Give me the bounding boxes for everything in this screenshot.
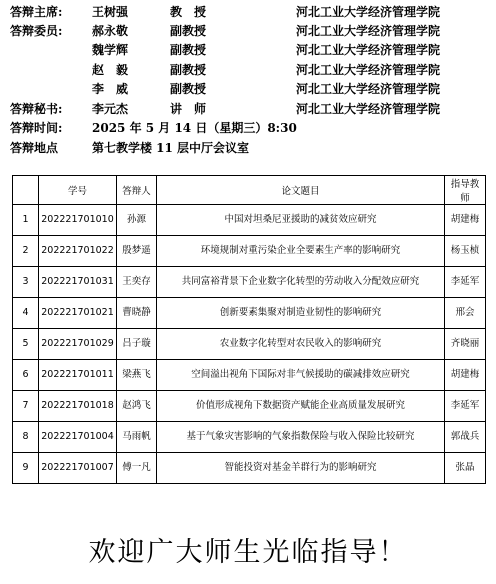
secretary-label: 答辩秘书:: [10, 102, 63, 116]
person-title: 副教授: [170, 63, 207, 77]
defender-name: 殷梦遥: [117, 236, 157, 267]
advisor-name: 齐晓丽: [445, 329, 486, 360]
defender-name: 赵鸿飞: [117, 391, 157, 422]
row-index: 5: [13, 329, 39, 360]
table-row: [13, 391, 486, 422]
advisor-name: 李延军: [445, 391, 486, 422]
row-index: 6: [13, 360, 39, 391]
table-row: [13, 360, 486, 391]
column-header-thesis-title: 论文题目: [157, 176, 445, 205]
time-label: 答辩时间:: [10, 121, 63, 135]
defender-name: 王奕存: [117, 267, 157, 298]
student-id: 202221701021: [39, 298, 117, 329]
row-index: 7: [13, 391, 39, 422]
table-row: [13, 329, 486, 360]
advisor-name: 杨玉桢: [445, 236, 486, 267]
person-name: 魏学辉: [92, 43, 129, 57]
column-header-student-id: 学号: [39, 176, 117, 205]
row-index: 4: [13, 298, 39, 329]
row-index: 1: [13, 205, 39, 236]
time-value: 2025 年 5 月 14 日（星期三）8:30: [92, 121, 297, 135]
person-org: 河北工业大学经济管理学院: [296, 102, 441, 116]
defender-name: 曹晓静: [117, 298, 157, 329]
person-org: 河北工业大学经济管理学院: [296, 24, 441, 38]
members-label: 答辩委员:: [10, 24, 63, 38]
table-row: [13, 298, 486, 329]
table-row: [13, 422, 486, 453]
student-id: 202221701007: [39, 453, 117, 484]
thesis-title: 共同富裕背景下企业数字化转型的劳动收入分配效应研究: [157, 267, 445, 298]
row-index: 9: [13, 453, 39, 484]
student-id: 202221701004: [39, 422, 117, 453]
thesis-title: 环境规制对重污染企业全要素生产率的影响研究: [157, 236, 445, 267]
row-index: 8: [13, 422, 39, 453]
person-title: 副教授: [170, 24, 207, 38]
student-id: 202221701031: [39, 267, 117, 298]
person-title: 副教授: [170, 82, 207, 96]
person-title: 讲 师: [170, 102, 207, 116]
person-title: 教 授: [170, 5, 207, 19]
person-title: 副教授: [170, 43, 207, 57]
thesis-title: 农业数字化转型对农民收入的影响研究: [157, 329, 445, 360]
person-name: 王树强: [92, 5, 129, 19]
column-header-index: [13, 176, 39, 205]
defense-schedule-table: [12, 175, 486, 484]
thesis-title: 空间溢出视角下国际对非气候援助的碳减排效应研究: [157, 360, 445, 391]
defender-name: 吕子璇: [117, 329, 157, 360]
advisor-name: 张晶: [445, 453, 486, 484]
table-row: [13, 236, 486, 267]
row-index: 2: [13, 236, 39, 267]
place-label: 答辩地点: [10, 141, 59, 155]
table-row: [13, 453, 486, 484]
table-row: [13, 267, 486, 298]
defender-name: 梁燕飞: [117, 360, 157, 391]
thesis-title: 智能投资对基金羊群行为的影响研究: [157, 453, 445, 484]
student-id: 202221701018: [39, 391, 117, 422]
advisor-name: 胡建梅: [445, 360, 486, 391]
thesis-title: 中国对坦桑尼亚援助的减贫效应研究: [157, 205, 445, 236]
column-header-defender: 答辩人: [117, 176, 157, 205]
person-name: 赵 毅: [92, 63, 129, 77]
student-id: 202221701010: [39, 205, 117, 236]
student-id: 202221701011: [39, 360, 117, 391]
column-header-advisor: 指导教师: [445, 176, 486, 205]
defender-name: 孙源: [117, 205, 157, 236]
place-value: 第七教学楼 11 层中厅会议室: [92, 141, 250, 155]
person-org: 河北工业大学经济管理学院: [296, 63, 441, 77]
person-name: 李 威: [92, 82, 129, 96]
student-id: 202221701029: [39, 329, 117, 360]
advisor-name: 邢会: [445, 298, 486, 329]
advisor-name: 胡建梅: [445, 205, 486, 236]
table-header-row: [13, 176, 486, 205]
thesis-title: 价值形成视角下数据资产赋能企业高质量发展研究: [157, 391, 445, 422]
defender-name: 马雨帆: [117, 422, 157, 453]
person-name: 李元杰: [92, 102, 129, 116]
table-row: [13, 205, 486, 236]
student-id: 202221701022: [39, 236, 117, 267]
welcome-banner: 欢迎广大师生光临指导！: [88, 537, 408, 568]
person-name: 郝永敬: [92, 24, 129, 38]
person-org: 河北工业大学经济管理学院: [296, 82, 441, 96]
row-index: 3: [13, 267, 39, 298]
advisor-name: 郭战兵: [445, 422, 486, 453]
thesis-title: 创新要素集聚对制造业韧性的影响研究: [157, 298, 445, 329]
defender-name: 傅一凡: [117, 453, 157, 484]
person-org: 河北工业大学经济管理学院: [296, 43, 441, 57]
person-org: 河北工业大学经济管理学院: [296, 5, 441, 19]
thesis-title: 基于气象灾害影响的气象指数保险与收入保险比较研究: [157, 422, 445, 453]
advisor-name: 李延军: [445, 267, 486, 298]
chair-label: 答辩主席:: [10, 5, 63, 19]
